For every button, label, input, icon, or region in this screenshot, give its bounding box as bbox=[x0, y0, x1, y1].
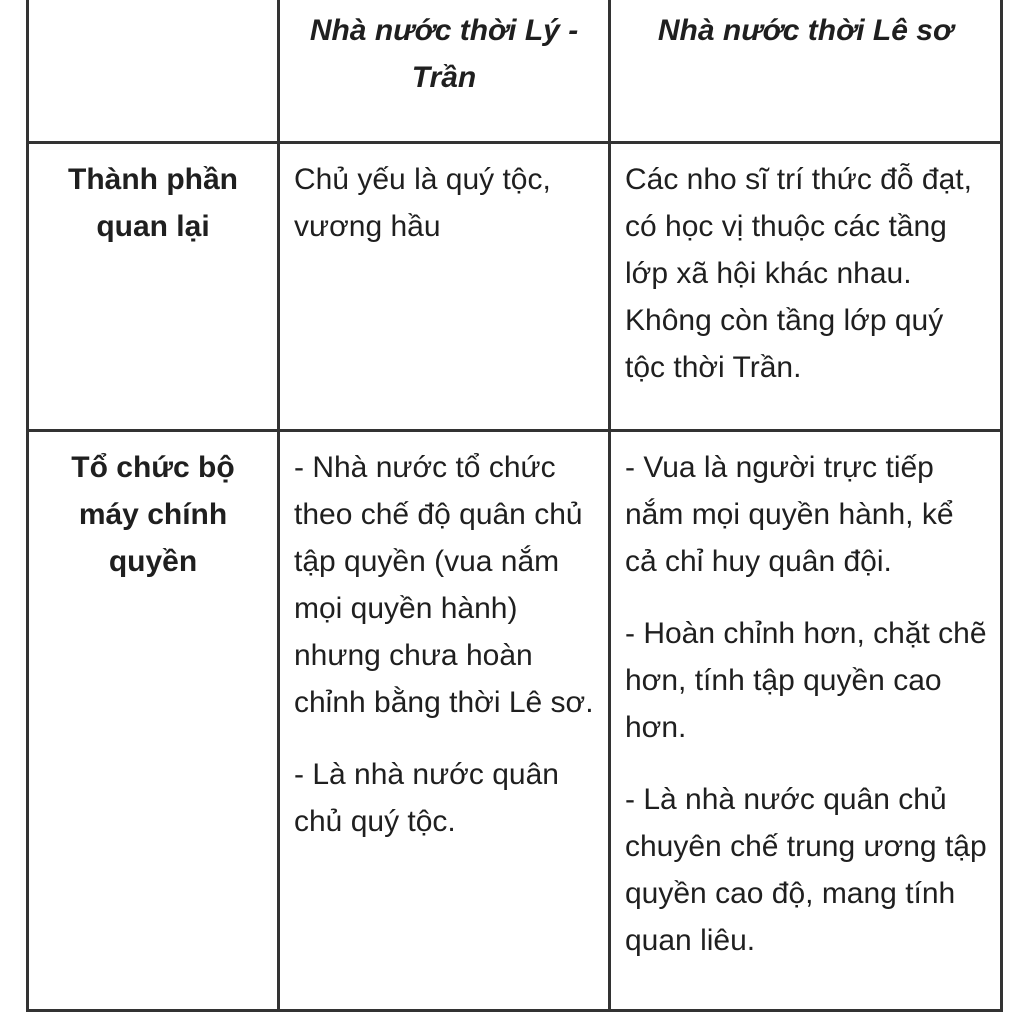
table-row-government bbox=[28, 431, 1002, 1011]
header-le-so: Nhà nước thời Lê sơ bbox=[610, 0, 1002, 143]
cell-paragraph: - Là nhà nước quân chủ quý tộc. bbox=[294, 758, 559, 838]
cell-officials-le-so bbox=[610, 143, 1002, 431]
header-empty-cell bbox=[28, 0, 279, 143]
cell-government-ly-tran bbox=[279, 431, 610, 1011]
table-header-row bbox=[28, 0, 1002, 143]
cell-paragraph: Các nho sĩ trí thức đỗ đạt, có học vị thuộc các tầng lớp xã hội khác nhau. Không còn tầng lớp quý tộc thời Trần. bbox=[625, 163, 972, 384]
cell-paragraph: - Hoàn chỉnh hơn, chặt chẽ hơn, tính tập quyền cao hơn. bbox=[625, 617, 987, 744]
cell-paragraph: - Là nhà nước quân chủ chuyên chế trung ương tập quyền cao độ, mang tính quan liêu. bbox=[625, 783, 987, 957]
comparison-table-wrapper bbox=[26, 0, 1000, 1006]
cell-officials-ly-tran bbox=[279, 143, 610, 431]
row-label-government: Tổ chức bộ máy chính quyền bbox=[28, 431, 279, 1011]
table-row-officials bbox=[28, 143, 1002, 431]
cell-paragraph: - Vua là người trực tiếp nắm mọi quyền hành, kể cả chỉ huy quân đội. bbox=[625, 451, 954, 578]
comparison-table bbox=[26, 0, 1003, 1012]
cell-paragraph: Chủ yếu là quý tộc, vương hầu bbox=[294, 163, 551, 243]
cell-government-le-so bbox=[610, 431, 1002, 1011]
row-label-officials: Thành phần quan lại bbox=[28, 143, 279, 431]
cell-paragraph: - Nhà nước tổ chức theo chế độ quân chủ tập quyền (vua nắm mọi quyền hành) nhưng chưa hoàn chỉnh bằng thời Lê sơ. bbox=[294, 451, 594, 719]
header-ly-tran: Nhà nước thời Lý - Trần bbox=[279, 0, 610, 143]
